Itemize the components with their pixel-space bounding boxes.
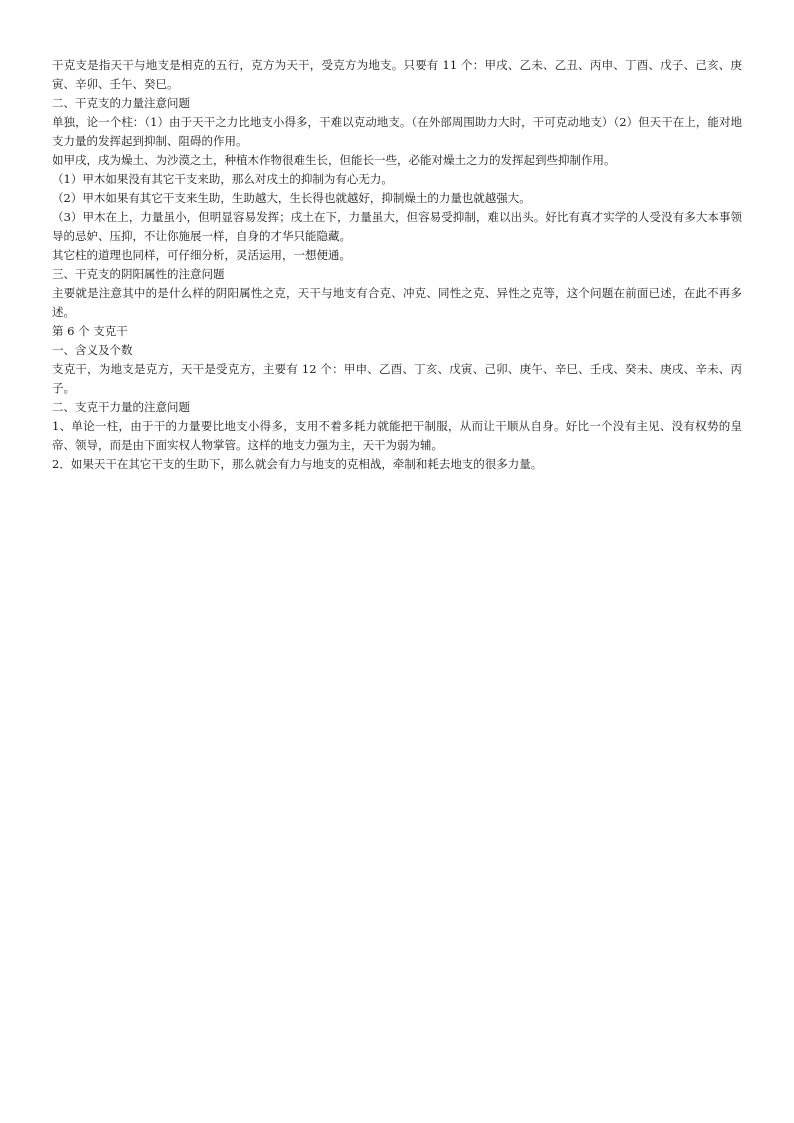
heading-gan-ke-zhi-strength: 二、干克支的力量注意问题 bbox=[52, 96, 190, 110]
paragraph-single-pillar: 单独，论一个柱：（1）由于天干之力比地支小得多，干难以克动地支。（在外部周围助力大时，干可克动地支）（2）但天干在上，能对地支力量的发挥起到抑制、阻碍的作用。 bbox=[52, 115, 742, 148]
paragraph-jia-xu-example: 如甲戌，戌为燥土、为沙漠之土，种植木作物很难生长，但能长一些，必能对燥土之力的发挥起到些抑制作用。 bbox=[52, 153, 616, 167]
paragraph-point-2: （2）甲木如果有其它干支来生助，生助越大，生长得也就越好，抑制燥土的力量也就越强大。 bbox=[52, 191, 531, 205]
paragraph-yin-yang: 主要就是注意其中的是什么样的阴阳属性之克，天干与地支有合克、冲克、同性之克、异性之克等，这个问题在前面已述，在此不再多述。 bbox=[52, 286, 742, 319]
paragraph-point-1: （1）甲木如果没有其它干支来助，那么对戌土的抑制为有心无力。 bbox=[52, 172, 393, 186]
heading-meaning-count: 一、含义及个数 bbox=[52, 343, 133, 357]
heading-yin-yang: 三、干克支的阴阳属性的注意问题 bbox=[52, 267, 225, 281]
paragraph-zhi-ke-gan-2: 2．如果天干在其它干支的生助下，那么就会有力与地支的克相战，牵制和耗去地支的很多力量。 bbox=[52, 457, 543, 471]
paragraph-gan-ke-zhi-intro: 干克支是指天干与地支是相克的五行，克方为天干，受克方为地支。只要有 11 个：甲戌、乙未、乙丑、丙申、丁酉、戊子、己亥、庚寅、辛卯、壬午、癸巳。 bbox=[52, 58, 742, 91]
document-body bbox=[52, 56, 742, 474]
paragraph-zhi-ke-gan-list: 支克干，为地支是克方，天干是受克方，主要有 12 个：甲申、乙酉、丁亥、戊寅、己卯、庚午、辛巳、壬戌、癸未、庚戌、辛未、丙子。 bbox=[52, 362, 742, 395]
paragraph-point-3: （3）甲木在上，力量虽小，但明显容易发挥；戌土在下，力量虽大，但容易受抑制，难以出头。好比有真才实学的人受没有多大本事领导的忌妒、压抑，不让你施展一样，自身的才华只能隐藏。 bbox=[52, 210, 742, 243]
section-title-6: 第 6 个 支克干 bbox=[52, 324, 128, 338]
paragraph-zhi-ke-gan-1: 1、单论一柱，由于干的力量要比地支小得多，支用不着多耗力就能把干制服，从而让干顺从自身。好比一个没有主见、没有权势的皇帝、领导，而是由下面实权人物掌管。这样的地支力强为主，天干为弱为辅。 bbox=[52, 419, 742, 452]
paragraph-other-pillars: 其它柱的道理也同样，可仔细分析，灵活运用，一想便通。 bbox=[52, 248, 351, 262]
heading-zhi-ke-gan-strength: 二、支克干力量的注意问题 bbox=[52, 400, 190, 414]
